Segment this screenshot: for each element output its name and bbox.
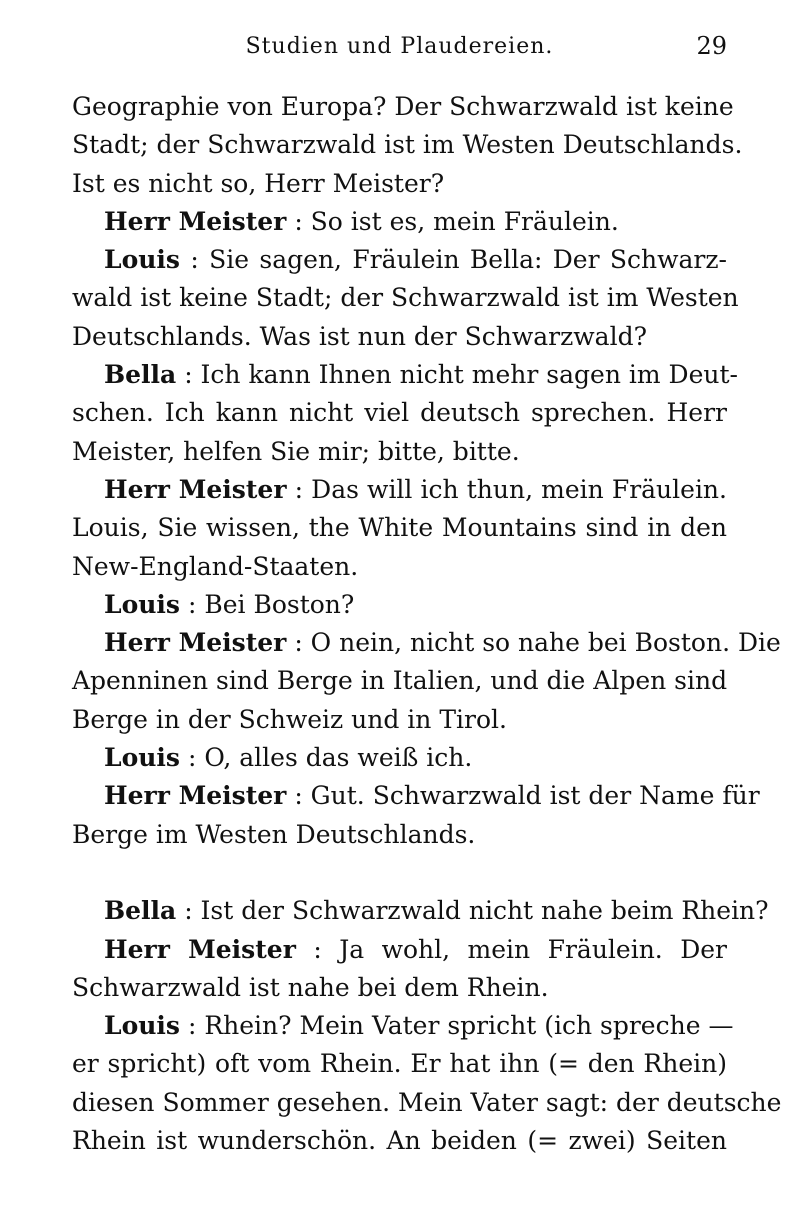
line-text: : Sie sagen, Fräulein Bella: Der Schwarz-	[190, 245, 727, 275]
speaker-name: Herr Meister	[104, 934, 296, 964]
text-line	[72, 318, 727, 356]
text-line	[72, 662, 727, 700]
paragraph-gap	[72, 854, 727, 892]
page-header	[72, 28, 727, 68]
text-line	[72, 241, 727, 279]
line-text: : O nein, nicht so nahe bei Boston. Die	[294, 628, 781, 658]
line-text: Schwarzwald ist nahe bei dem Rhein.	[72, 972, 549, 1002]
speaker-name: Louis	[104, 743, 181, 773]
text-line	[72, 969, 727, 1007]
text-line	[72, 1045, 727, 1083]
text-line	[72, 433, 727, 471]
text-line	[72, 1122, 727, 1160]
line-text: : Bei Boston?	[187, 589, 355, 619]
text-line	[72, 777, 760, 815]
line-text: : Gut. Schwarzwald ist der Name für	[294, 781, 760, 811]
speaker-name: Herr Meister	[104, 781, 287, 811]
speaker-name: Herr Meister	[104, 628, 287, 658]
text-line	[72, 586, 727, 624]
line-text: diesen Sommer gesehen. Mein Vater sagt: der deutsche	[72, 1087, 782, 1117]
line-text: Ist es nicht so, Herr Meister?	[72, 168, 445, 198]
line-text: Berge in der Schweiz und in Tirol.	[72, 704, 507, 734]
body-text	[72, 88, 782, 1160]
text-line	[72, 356, 738, 394]
line-text: : Ja wohl, mein Fräulein. Der	[313, 934, 728, 964]
line-text: New-England-Staaten.	[72, 551, 359, 581]
line-text: : So ist es, mein Fräulein.	[294, 206, 619, 236]
line-text: schen. Ich kann nicht viel deutsch sprechen. Herr	[72, 398, 727, 428]
text-line	[72, 701, 727, 739]
line-text: Louis, Sie wissen, the White Mountains sind in den	[72, 513, 727, 543]
text-line	[72, 1007, 734, 1045]
speaker-name: Herr Meister	[104, 474, 287, 504]
speaker-name: Louis	[104, 245, 181, 275]
line-text: Geographie von Europa? Der Schwarzwald ist keine	[72, 92, 734, 121]
text-line	[72, 624, 781, 662]
line-text: : Rhein? Mein Vater spricht (ich spreche —	[187, 1011, 734, 1041]
text-line	[72, 892, 769, 930]
text-line	[72, 816, 727, 854]
text-line	[72, 394, 727, 432]
text-line	[72, 88, 734, 126]
text-line	[72, 509, 727, 547]
speaker-name: Bella	[104, 360, 177, 390]
speaker-name: Herr Meister	[104, 206, 287, 236]
text-line	[72, 548, 727, 586]
line-text: Deutschlands. Was ist nun der Schwarzwald?	[72, 321, 647, 351]
line-text: Berge im Westen Deutschlands.	[72, 819, 476, 849]
line-text: : Ist der Schwarzwald nicht nahe beim Rhein?	[184, 896, 769, 926]
line-text: Stadt; der Schwarzwald ist im Westen Deutschlands.	[72, 130, 743, 160]
text-line	[72, 126, 743, 164]
speaker-name: Bella	[104, 896, 177, 926]
text-line	[72, 279, 739, 317]
speaker-name: Louis	[104, 1011, 181, 1041]
text-line	[72, 165, 727, 203]
line-text: er spricht) oft vom Rhein. Er hat ihn (= den Rhein)	[72, 1049, 727, 1079]
line-text: Apenninen sind Berge in Italien, und die Alpen sind	[72, 666, 728, 696]
text-line	[72, 471, 727, 509]
running-title: Studien und Plaudereien.	[245, 34, 554, 59]
line-text: Rhein ist wunderschön. An beiden (= zwei) Seiten	[72, 1126, 727, 1156]
page-number: 29	[696, 32, 727, 60]
line-text: Meister, helfen Sie mir; bitte, bitte.	[72, 436, 520, 466]
text-line	[72, 1084, 782, 1122]
text-line	[72, 203, 727, 241]
line-text: wald ist keine Stadt; der Schwarzwald ist im Westen	[72, 283, 739, 313]
line-text: : O, alles das weiß ich.	[187, 743, 473, 773]
speaker-name: Louis	[104, 589, 181, 619]
text-line	[72, 931, 727, 969]
line-text: : Das will ich thun, mein Fräulein.	[294, 474, 727, 504]
text-line	[72, 739, 727, 777]
line-text: : Ich kann Ihnen nicht mehr sagen im Deut-	[184, 360, 738, 390]
